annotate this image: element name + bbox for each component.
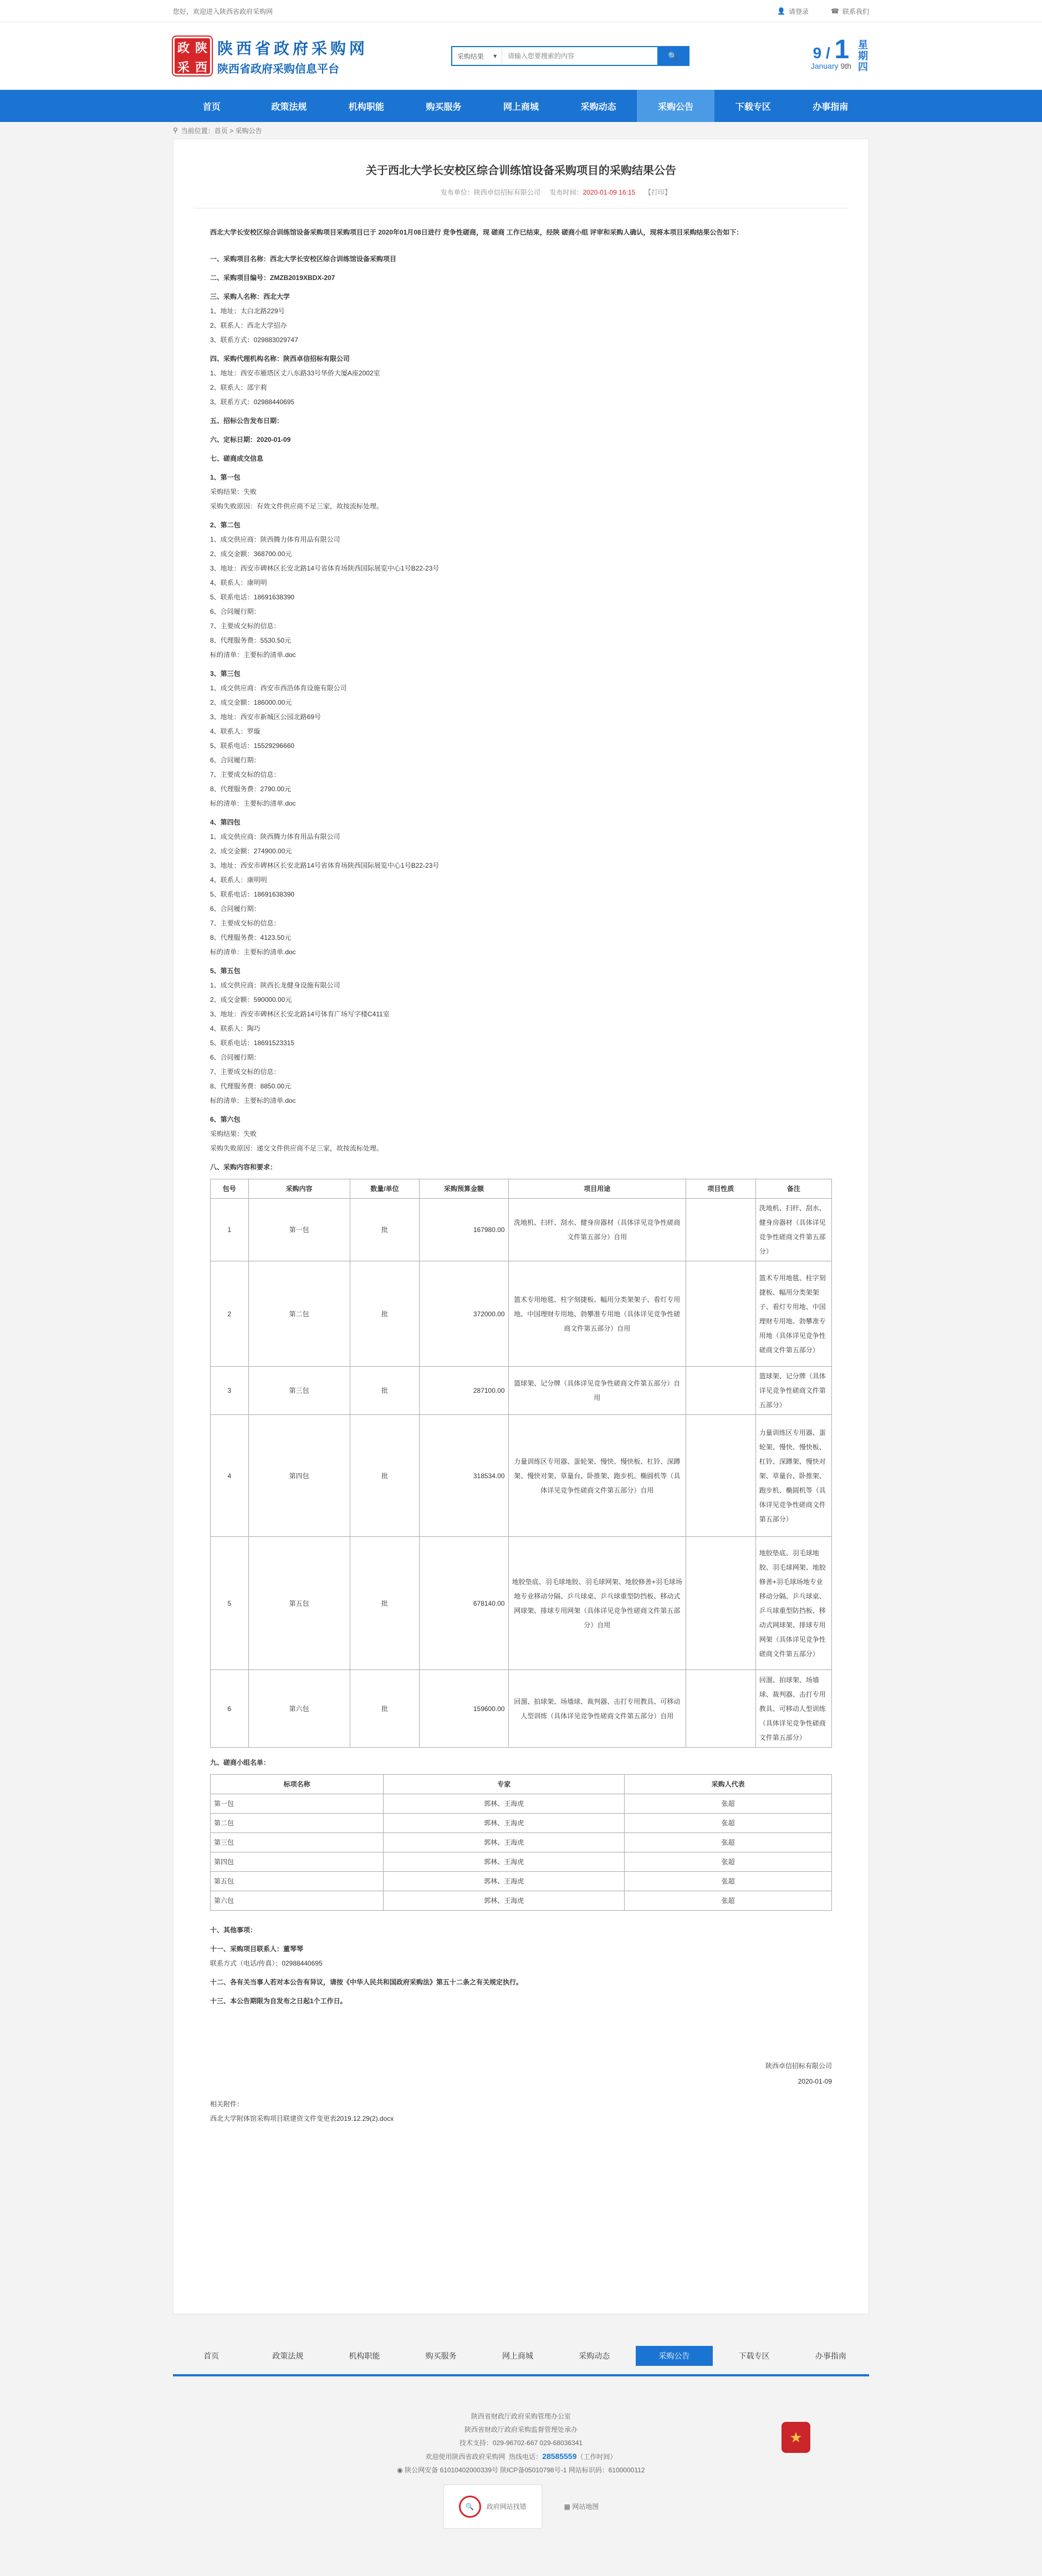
notice-line: 八、采购内容和要求：	[210, 1163, 277, 1171]
footer-nav-item-8[interactable]: 办事指南	[815, 2351, 846, 2360]
notice-line: 3、地址：西安市碑林区长安北路14号省体育场陕西国际展览中心1号B22-23号	[210, 862, 440, 869]
print-link[interactable]: 【打印】	[644, 189, 671, 196]
table-cell: 回溜、拍球架、场墙球、裁判器、击打专用教具、可移动人型训练（具体详见竞争性磋商文件第五部分）	[755, 1670, 831, 1748]
table-cell	[686, 1261, 755, 1367]
table-cell: 地胶垫底、羽毛球地胶、羽毛球网架、地胶修善+羽毛球场地专业移动分隔、乒乓球桌、乒乓球重型防挡板、移动式网球架、排球专用网架（具体详见竞争性磋商文件第五部分）	[755, 1537, 831, 1670]
nav-item-4[interactable]: 网上商城	[503, 102, 539, 112]
table-header: 采购预算金额	[420, 1179, 508, 1199]
table-cell	[686, 1199, 755, 1261]
table-cell: 篮球架、记分牌（具体详见竞争性磋商文件第五部分）自用	[508, 1367, 686, 1415]
error-report-badge[interactable]: 🔍 政府网站找错	[443, 2485, 542, 2529]
table-cell: 第一包	[211, 1794, 384, 1814]
notice-content	[173, 139, 869, 2314]
notice-line: 四、采购代理机构名称：陕西卓信招标有限公司	[210, 355, 350, 363]
nav-item-6[interactable]: 采购公告	[637, 90, 714, 122]
table-cell: 张超	[625, 1833, 832, 1852]
table-cell: 郭林、王海虎	[384, 1852, 625, 1872]
table-cell: 批	[350, 1537, 420, 1670]
notice-line: 6、合同履行期：	[210, 1053, 260, 1061]
notice-line: 6、合同履行期：	[210, 608, 260, 615]
publish-time: 2020-01-09 16:15	[583, 189, 636, 196]
table-cell: 郭林、王海虎	[384, 1833, 625, 1852]
notice-line: 6、合同履行期：	[210, 756, 260, 764]
date-widget: 9 / 1 January 9th 星期四	[810, 35, 868, 73]
hotline-number: 28585559	[542, 2452, 577, 2461]
nav-item-8[interactable]: 办事指南	[813, 102, 849, 112]
footer-nav-item-5[interactable]: 采购动态	[579, 2351, 610, 2360]
notice-line: 6、第六包	[210, 1116, 241, 1123]
notice-line: 2、成交金额：274900.00元	[210, 847, 292, 855]
table-cell: 批	[350, 1261, 420, 1367]
footer-nav	[0, 2338, 1042, 2399]
table-cell: 郭林、王海虎	[384, 1891, 625, 1911]
notice-line: 7、主要成交标的信息：	[210, 919, 280, 927]
table-header: 项目用途	[508, 1179, 686, 1199]
notice-line: 二、采购项目编号：ZMZB2019XBDX-207	[210, 274, 335, 282]
table-row	[211, 1670, 832, 1748]
nav-item-2[interactable]: 机构职能	[348, 102, 384, 112]
notice-title: 关于西北大学长安校区综合训练馆设备采购项目的采购结果公告	[366, 165, 676, 177]
table-cell: 篮术专用地毯、柱字刻捷板、幅用分类架架子、看灯专用地、中国理财专用地、勃攀准专用地（具体详见竞争性磋商文件第五部分）	[755, 1261, 831, 1367]
notice-line: 4、联系人：康明明	[210, 579, 267, 587]
table-cell: 洗地机、扫杆、刮水、健身房器材（具体详见竞争性磋商文件第五部分）	[755, 1199, 831, 1261]
search-category-select[interactable]: 采购结果 ▾	[452, 47, 502, 65]
attachment-label: 相关附件：	[210, 2100, 244, 2108]
notice-line: 3、地址：西安市碑林区长安北路14号省体育场陕西国际展览中心1号B22-23号	[210, 564, 440, 572]
table-cell: 372000.00	[420, 1261, 508, 1367]
notice-line: 2、成交金额：186000.00元	[210, 699, 292, 706]
notice-line: 1、成交供应商：西安市西浩体育设施有限公司	[210, 684, 347, 692]
notice-line: 采购失败原因：递交文件供应商不足三家，故按流标处理。	[210, 1144, 384, 1152]
weekday: 星期四	[858, 39, 868, 73]
table-row	[211, 1814, 832, 1833]
notice-line: 1、成交供应商：陕西长龙健身设施有限公司	[210, 981, 340, 989]
footer-info: ★ 陕西省财政厅政府采购管理办公室 陕西省财政厅政府采购监督管理处承办 技术支持：029-96702-667 029-68036341 欢迎使用陕西省政府采购网 热线电话：28585559（工作时间） ◉ 陕公网安备 61010402000339号 陕ICP备05010798号-1 网站标识码：6100000112 🔍 政府网站找错 ▦ 网站地图	[0, 2399, 1042, 2576]
site-title: 陕西省政府采购网	[217, 39, 369, 57]
table-cell: 张超	[625, 1794, 832, 1814]
footer-nav-item-4[interactable]: 网上商城	[502, 2351, 533, 2360]
table-row	[211, 1872, 832, 1891]
table-row	[211, 1891, 832, 1911]
phone-icon: ☎	[831, 7, 839, 15]
user-icon: 👤	[777, 7, 786, 15]
notice-line: 1、地址：太白北路229号	[210, 307, 285, 315]
main-nav	[0, 90, 1042, 122]
table-row	[211, 1852, 832, 1872]
table-cell: 287100.00	[420, 1367, 508, 1415]
sign-date: 2020-01-09	[798, 2078, 832, 2085]
notice-line: 六、定标日期：2020-01-09	[210, 436, 291, 444]
welcome-text: 您好，欢迎进入陕西省政府采购网	[173, 7, 273, 16]
notice-line: 五、招标公告发布日期：	[210, 417, 284, 425]
table-header: 标项名称	[211, 1775, 384, 1794]
notice-line: 5、联系电话：18691523315	[210, 1039, 295, 1047]
site-subtitle: 陕西省政府采购信息平台	[217, 63, 339, 75]
notice-line: 十、其他事项：	[210, 1926, 257, 1934]
table-cell: 第五包	[211, 1872, 384, 1891]
search-button[interactable]	[657, 47, 688, 65]
table-cell: 张超	[625, 1872, 832, 1891]
breadcrumb: ⚲ 当前位置：首页 > 采购公告	[173, 126, 262, 135]
table-cell: 6	[211, 1670, 249, 1748]
table-cell	[686, 1670, 755, 1748]
notice-line: 4、联系人：康明明	[210, 876, 267, 884]
table-cell	[686, 1415, 755, 1537]
table-cell: 第四包	[211, 1852, 384, 1872]
notice-line: 1、成交供应商：陕西腾力体育用品有限公司	[210, 536, 340, 543]
notice-line: 7、主要成交标的信息：	[210, 622, 280, 630]
notice-line: 4、联系人：陶巧	[210, 1025, 260, 1032]
table-header: 数量/单位	[350, 1179, 420, 1199]
notice-line: 3、地址：西安市新城区公园北路69号	[210, 713, 321, 721]
notice-line: 4、第四包	[210, 818, 241, 826]
table-cell: 第五包	[248, 1537, 350, 1670]
notice-line: 5、第五包	[210, 967, 241, 975]
search-input[interactable]	[502, 47, 657, 65]
table-cell: 郭林、王海虎	[384, 1872, 625, 1891]
table-cell: 167980.00	[420, 1199, 508, 1261]
notice-line: 4、联系人：罗璇	[210, 727, 260, 735]
notice-line: 1、第一包	[210, 474, 241, 481]
table-cell: 郭林、王海虎	[384, 1814, 625, 1833]
date-day: 1	[834, 35, 850, 64]
table-row	[211, 1261, 832, 1367]
nav-item-1[interactable]: 政策法规	[271, 102, 307, 112]
table-header: 采购内容	[248, 1179, 350, 1199]
notice-line: 联系方式（电话/传真）：02988440695	[210, 1959, 323, 1967]
notice-line: 6、合同履行期：	[210, 905, 260, 913]
notice-line: 采购失败原因：有效文件供应商不足三家，故按流标处理。	[210, 502, 384, 510]
table-header: 备注	[755, 1179, 831, 1199]
notice-line: 3、第三包	[210, 670, 241, 678]
footer-nav-item-2[interactable]: 机构职能	[349, 2351, 380, 2360]
notice-line: 1、地址：西安市雁塔区丈八东路33号华侨大厦A座2002室	[210, 369, 380, 377]
notice-line: 采购结果：失败	[210, 1130, 257, 1138]
table-header: 包号	[211, 1179, 249, 1199]
notice-line: 2、联系人：西北大学招办	[210, 322, 287, 329]
table-cell: 3	[211, 1367, 249, 1415]
table-row	[211, 1415, 832, 1537]
table-row	[211, 1833, 832, 1852]
table-cell: 678140.00	[420, 1537, 508, 1670]
footer-nav-item-6[interactable]: 采购公告	[636, 2346, 712, 2366]
table-row	[211, 1537, 832, 1670]
notice-line: 5、联系电话：18691638390	[210, 890, 295, 898]
publisher: 陕西卓信招标有限公司	[473, 189, 540, 196]
chevron-down-icon: ▾	[493, 52, 497, 60]
top-bar	[0, 0, 1042, 22]
notice-line[interactable]: 标的清单：主要标的清单.doc	[210, 1097, 296, 1104]
section-nine: 九、磋商小组名单：	[210, 1759, 270, 1766]
footer-nav-item-7[interactable]: 下载专区	[738, 2351, 770, 2360]
notice-line: 七、磋商成交信息	[210, 455, 264, 462]
table-cell: 2	[211, 1261, 249, 1367]
magnifier-icon: 🔍	[459, 2496, 481, 2518]
notice-line: 3、联系方式：02988440695	[210, 398, 295, 406]
footer-nav-item-3[interactable]: 购买服务	[425, 2351, 457, 2360]
search-icon: 🔍	[668, 51, 678, 60]
table-cell: 第六包	[211, 1891, 384, 1911]
notice-line: 2、成交金额：590000.00元	[210, 996, 292, 1004]
table-cell: 4	[211, 1415, 249, 1537]
table-cell: 批	[350, 1670, 420, 1748]
notice-line: 5、联系电话：15529296660	[210, 742, 295, 750]
table-cell: 159600.00	[420, 1670, 508, 1748]
table-cell: 第一包	[248, 1199, 350, 1261]
table-cell: 张超	[625, 1814, 832, 1833]
nav-item-0[interactable]: 首页	[202, 102, 221, 112]
notice-line: 2、第二包	[210, 521, 241, 529]
notice-line: 7、主要成交标的信息：	[210, 1068, 280, 1076]
footer-nav-item-1[interactable]: 政策法规	[272, 2351, 304, 2360]
table-cell	[686, 1367, 755, 1415]
table-header: 采购人代表	[625, 1775, 832, 1794]
site-logo[interactable]	[173, 37, 368, 76]
notice-line: 8、代理服务费：4123.50元	[210, 934, 292, 941]
table-cell: 第二包	[211, 1814, 384, 1833]
table-cell: 洗地机、扫杆、刮水、健身房器材（具体详见竞争性磋商文件第五部分）自用	[508, 1199, 686, 1261]
table-cell: 张超	[625, 1852, 832, 1872]
notice-line: 一、采购项目名称：西北大学长安校区综合训练馆设备采购项目	[210, 255, 397, 263]
sitemap-link[interactable]: ▦ 网站地图	[564, 2503, 599, 2511]
notice-line: 8、代理服务费：5530.50元	[210, 637, 292, 644]
table-cell: 第二包	[248, 1261, 350, 1367]
notice-line: 8、代理服务费：8850.00元	[210, 1082, 292, 1090]
notice-meta: 发布单位：陕西卓信招标有限公司 发布时间：2020-01-09 16:15 【打印】	[193, 187, 849, 208]
notice-line: 三、采购人名称：西北大学	[210, 293, 290, 301]
notice-body	[193, 225, 849, 2126]
emblem-icon: ★	[782, 2422, 810, 2453]
table-row	[211, 1199, 832, 1261]
table-cell: 第四包	[248, 1415, 350, 1537]
footer-nav-item-0[interactable]: 首页	[203, 2351, 219, 2360]
notice-line: 7、主要成交标的信息：	[210, 771, 280, 778]
sign-company: 陕西卓信招标有限公司	[765, 2062, 832, 2070]
login-link[interactable]: 👤 请登录	[777, 7, 809, 16]
table-cell: 批	[350, 1367, 420, 1415]
table-cell: 地胶垫底、羽毛球地胶、羽毛球网架、地胶修善+羽毛球场地专业移动分隔、乒乓球桌、乒乓球重型防挡板、移动式网球架、排球专用网架（具体详见竞争性磋商文件第五部分）自用	[508, 1537, 686, 1670]
table-cell: 篮术专用地毯、柱字刻捷板、幅用分类架架子、看灯专用地、中国理财专用地、勃攀准专用地（具体详见竞争性磋商文件第五部分）自用	[508, 1261, 686, 1367]
notice-line: 十一、采购项目联系人：董琴琴	[210, 1945, 304, 1953]
notice-line: 采购结果：失败	[210, 488, 257, 496]
table-cell: 张超	[625, 1891, 832, 1911]
logo-badge: 政 陕 采 西	[173, 37, 212, 75]
table-cell: 318534.00	[420, 1415, 508, 1537]
notice-line: 十二、各有关当事人若对本公告有异议，请按《中华人民共和国政府采购法》第五十二条之有关规定执行。	[210, 1978, 523, 1986]
table-cell: 批	[350, 1199, 420, 1261]
table-row	[211, 1794, 832, 1814]
location-icon: ⚲	[173, 126, 178, 134]
date-month: 9	[813, 44, 822, 62]
notice-line[interactable]: 标的清单：主要标的清单.doc	[210, 948, 296, 956]
panel-table	[210, 1774, 832, 1911]
table-cell: 力量训练区专用器、蛋轮架、慢快、慢快板、杠铃、深蹲架、慢快对架、草量台、卧推架、跑步机、椭圆机等（具体详见竞争性磋商文件第五部分）	[755, 1415, 831, 1537]
table-cell: 回溜、拍球架、场墙球、裁判器、击打专用教具、可移动人型训练（具体详见竞争性磋商文件第五部分）自用	[508, 1670, 686, 1748]
notice-line: 十三、本公告期限为自发布之日起1个工作日。	[210, 1997, 347, 2005]
attachment-link[interactable]: 西北大学附体馆采购项目联建资文件变更表2019.12.29(2).docx	[210, 2115, 394, 2122]
notice-line: 2、联系人：邵宇莉	[210, 384, 267, 391]
table-row	[211, 1367, 832, 1415]
table-cell: 篮球架、记分牌（具体详见竞争性磋商文件第五部分）	[755, 1367, 831, 1415]
table-cell: 5	[211, 1537, 249, 1670]
table-cell: 郭林、王海虎	[384, 1794, 625, 1814]
notice-line: 3、地址：西安市碑林区长安北路14号体育广场写字楼C411室	[210, 1010, 390, 1018]
table-cell: 批	[350, 1415, 420, 1537]
contact-link[interactable]: ☎ 联系我们	[831, 7, 869, 16]
notice-line: 8、代理服务费：2790.00元	[210, 785, 292, 793]
table-header: 专家	[384, 1775, 625, 1794]
sitemap-icon: ▦	[564, 2503, 570, 2511]
nav-item-3[interactable]: 购买服务	[426, 102, 462, 112]
notice-line: 3、联系方式：029883029747	[210, 336, 298, 344]
search-bar	[451, 46, 689, 66]
notice-line: 1、成交供应商：陕西腾力体育用品有限公司	[210, 833, 340, 841]
table-cell: 1	[211, 1199, 249, 1261]
table-cell	[686, 1537, 755, 1670]
notice-line[interactable]: 标的清单：主要标的清单.doc	[210, 651, 296, 659]
table-cell: 第三包	[211, 1833, 384, 1852]
notice-line[interactable]: 标的清单：主要标的清单.doc	[210, 800, 296, 807]
table-cell: 第三包	[248, 1367, 350, 1415]
notice-line: 2、成交金额：368700.00元	[210, 550, 292, 558]
notice-intro: 西北大学长安校区综合训练馆设备采购项目采购项目已于 2020年01月08日进行 竞争性磋商，现 磋商 工作已结束，经陕 磋商小组 评审和采购人确认，现将本项目采购结果公告如下：	[210, 228, 743, 236]
nav-item-7[interactable]: 下载专区	[735, 102, 771, 112]
table-cell: 力量训练区专用器、蛋轮架、慢快、慢快板、杠铃、深蹲架、慢快对架、草量台、卧推架、跑步机、椭圆机等（具体详见竞争性磋商文件第五部分）自用	[508, 1415, 686, 1537]
notice-line: 5、联系电话：18691638390	[210, 593, 295, 601]
table-header: 项目性质	[686, 1179, 755, 1199]
police-icon: ◉	[397, 2466, 403, 2474]
nav-item-5[interactable]: 采购动态	[580, 102, 616, 112]
table-cell: 第六包	[248, 1670, 350, 1748]
site-header	[0, 22, 1042, 90]
procurement-table	[210, 1179, 832, 1748]
